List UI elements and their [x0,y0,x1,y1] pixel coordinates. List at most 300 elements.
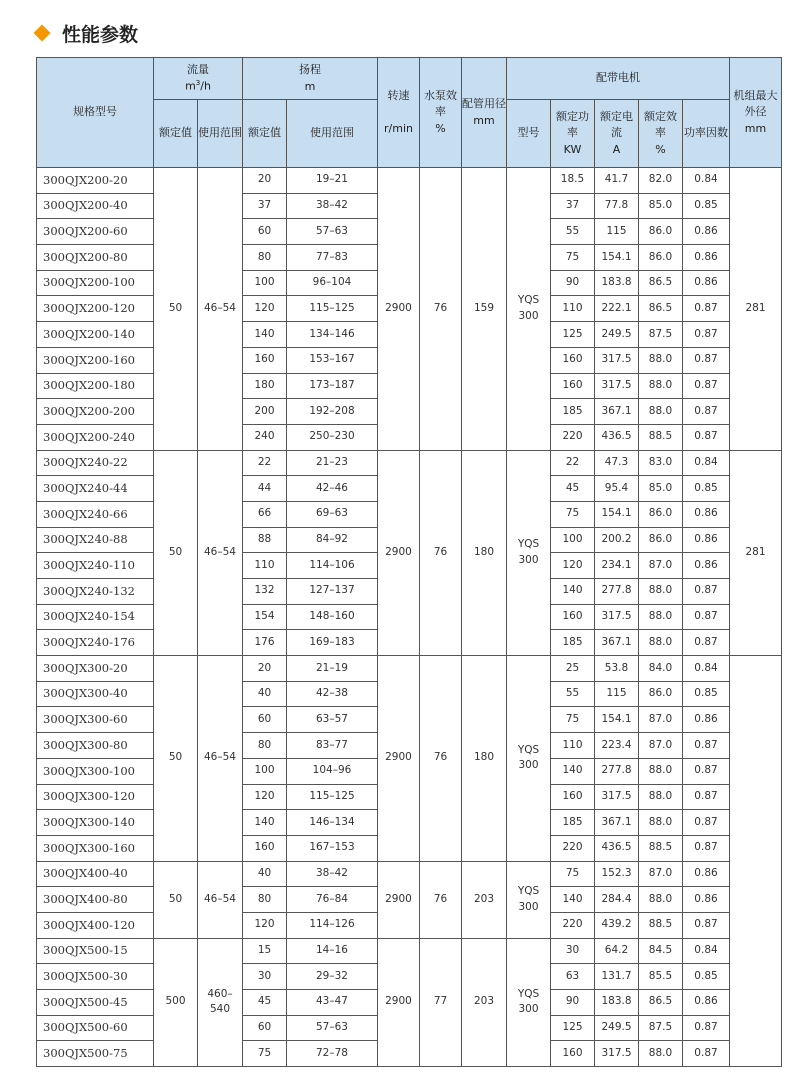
header-flow-rated: 额定值 [154,100,198,168]
model-cell: 300QJX240-22 [37,450,154,476]
model-cell: 300QJX200-60 [37,219,154,245]
head-rated-cell: 100 [243,758,287,784]
model-cell: 300QJX200-80 [37,245,154,271]
rated-current-cell: 223.4 [595,733,639,759]
rated-efficiency-cell: 88.5 [639,835,683,861]
head-rated-cell: 40 [243,861,287,887]
power-factor-cell: 0.87 [683,810,730,836]
head-range-cell: 192–208 [287,399,378,425]
head-rated-cell: 88 [243,527,287,553]
power-factor-cell: 0.86 [683,219,730,245]
rated-power-cell: 55 [551,681,595,707]
header-model: 规格型号 [37,58,154,168]
rated-efficiency-cell: 86.0 [639,245,683,271]
rated-current-cell: 41.7 [595,168,639,194]
power-factor-cell: 0.86 [683,707,730,733]
head-rated-cell: 40 [243,681,287,707]
head-rated-cell: 80 [243,887,287,913]
rated-current-cell: 439.2 [595,912,639,938]
flow-range-cell: 46–54 [198,861,243,938]
table-row [37,656,782,682]
head-rated-cell: 160 [243,347,287,373]
table-row [37,168,782,194]
power-factor-cell: 0.85 [683,476,730,502]
pipe-diameter-cell: 203 [462,861,507,938]
max-outer-diameter-cell [730,656,782,1067]
head-range-cell: 57–63 [287,219,378,245]
power-factor-cell: 0.84 [683,450,730,476]
head-range-cell: 21–23 [287,450,378,476]
motor-model-cell: YQS 300 [507,861,551,938]
power-factor-cell: 0.85 [683,193,730,219]
head-range-cell: 38–42 [287,861,378,887]
rated-power-cell: 90 [551,270,595,296]
power-factor-cell: 0.86 [683,270,730,296]
rated-power-cell: 160 [551,1041,595,1067]
model-cell: 300QJX300-140 [37,810,154,836]
speed-cell: 2900 [378,938,420,1066]
head-range-cell: 72–78 [287,1041,378,1067]
rated-current-cell: 154.1 [595,707,639,733]
rated-power-cell: 75 [551,245,595,271]
head-range-cell: 19–21 [287,168,378,194]
head-rated-cell: 200 [243,399,287,425]
head-rated-cell: 30 [243,964,287,990]
head-range-cell: 69–63 [287,501,378,527]
pipe-diameter-cell: 203 [462,938,507,1066]
model-cell: 300QJX500-45 [37,990,154,1016]
rated-power-cell: 110 [551,296,595,322]
max-outer-diameter-cell: 281 [730,168,782,451]
table-row [37,450,782,476]
rated-efficiency-cell: 88.0 [639,810,683,836]
head-range-cell: 114–106 [287,553,378,579]
flow-rated-cell: 50 [154,450,198,656]
power-factor-cell: 0.87 [683,424,730,450]
rated-current-cell: 77.8 [595,193,639,219]
header-power-factor: 功率因数 [683,100,730,168]
speed-cell: 2900 [378,450,420,656]
table-body [37,168,782,1067]
model-cell: 300QJX300-160 [37,835,154,861]
power-factor-cell: 0.87 [683,1015,730,1041]
rated-current-cell: 249.5 [595,1015,639,1041]
rated-current-cell: 317.5 [595,1041,639,1067]
power-factor-cell: 0.87 [683,912,730,938]
rated-current-cell: 154.1 [595,501,639,527]
rated-power-cell: 18.5 [551,168,595,194]
rated-power-cell: 140 [551,579,595,605]
power-factor-cell: 0.85 [683,681,730,707]
rated-efficiency-cell: 88.0 [639,887,683,913]
pump-efficiency-cell: 76 [420,450,462,656]
head-range-cell: 127–137 [287,579,378,605]
rated-efficiency-cell: 85.5 [639,964,683,990]
rated-efficiency-cell: 88.0 [639,579,683,605]
model-cell: 300QJX240-154 [37,604,154,630]
power-factor-cell: 0.87 [683,296,730,322]
pump-efficiency-cell: 76 [420,861,462,938]
power-factor-cell: 0.86 [683,527,730,553]
power-factor-cell: 0.87 [683,733,730,759]
flow-rated-cell: 500 [154,938,198,1066]
speed-cell: 2900 [378,168,420,451]
head-range-cell: 42–38 [287,681,378,707]
header-speed: 转速 r/min [378,58,420,168]
rated-power-cell: 90 [551,990,595,1016]
rated-efficiency-cell: 86.0 [639,501,683,527]
rated-power-cell: 120 [551,553,595,579]
rated-power-cell: 75 [551,861,595,887]
rated-efficiency-cell: 87.0 [639,733,683,759]
rated-efficiency-cell: 88.0 [639,373,683,399]
head-range-cell: 167–153 [287,835,378,861]
rated-efficiency-cell: 86.0 [639,527,683,553]
model-cell: 300QJX500-30 [37,964,154,990]
head-rated-cell: 120 [243,912,287,938]
model-cell: 300QJX200-200 [37,399,154,425]
model-cell: 300QJX240-132 [37,579,154,605]
model-cell: 300QJX400-80 [37,887,154,913]
rated-power-cell: 100 [551,527,595,553]
head-rated-cell: 15 [243,938,287,964]
head-range-cell: 146–134 [287,810,378,836]
head-range-cell: 29–32 [287,964,378,990]
head-rated-cell: 66 [243,501,287,527]
model-cell: 300QJX240-44 [37,476,154,502]
rated-power-cell: 185 [551,630,595,656]
rated-current-cell: 152.3 [595,861,639,887]
rated-current-cell: 277.8 [595,579,639,605]
power-factor-cell: 0.86 [683,245,730,271]
head-range-cell: 21–19 [287,656,378,682]
rated-power-cell: 160 [551,373,595,399]
power-factor-cell: 0.87 [683,322,730,348]
head-rated-cell: 80 [243,245,287,271]
model-cell: 300QJX200-180 [37,373,154,399]
model-cell: 300QJX240-66 [37,501,154,527]
table-header [37,58,782,168]
motor-model-cell: YQS 300 [507,938,551,1066]
rated-power-cell: 185 [551,399,595,425]
model-cell: 300QJX500-15 [37,938,154,964]
power-factor-cell: 0.84 [683,656,730,682]
rated-efficiency-cell: 82.0 [639,168,683,194]
page-title: 性能参数 [62,23,139,46]
head-rated-cell: 22 [243,450,287,476]
head-rated-cell: 176 [243,630,287,656]
rated-current-cell: 277.8 [595,758,639,784]
rated-current-cell: 317.5 [595,784,639,810]
header-motor: 配带电机 [507,58,730,100]
rated-current-cell: 436.5 [595,835,639,861]
rated-power-cell: 220 [551,835,595,861]
head-range-cell: 114–126 [287,912,378,938]
rated-power-cell: 75 [551,707,595,733]
head-rated-cell: 20 [243,656,287,682]
model-cell: 300QJX240-88 [37,527,154,553]
head-range-cell: 169–183 [287,630,378,656]
pump-efficiency-cell: 76 [420,656,462,862]
rated-power-cell: 22 [551,450,595,476]
section-header [36,18,138,48]
header-max-outer-diameter: 机组最大外径 mm [730,58,782,168]
model-cell: 300QJX300-80 [37,733,154,759]
rated-current-cell: 200.2 [595,527,639,553]
rated-current-cell: 317.5 [595,604,639,630]
model-cell: 300QJX200-160 [37,347,154,373]
head-rated-cell: 100 [243,270,287,296]
head-rated-cell: 75 [243,1041,287,1067]
rated-efficiency-cell: 88.0 [639,630,683,656]
head-range-cell: 96–104 [287,270,378,296]
power-factor-cell: 0.87 [683,604,730,630]
rated-power-cell: 140 [551,887,595,913]
model-cell: 300QJX200-100 [37,270,154,296]
head-rated-cell: 120 [243,784,287,810]
rated-current-cell: 284.4 [595,887,639,913]
head-rated-cell: 45 [243,990,287,1016]
head-range-cell: 63–57 [287,707,378,733]
rated-current-cell: 367.1 [595,630,639,656]
rated-efficiency-cell: 88.0 [639,784,683,810]
rated-power-cell: 30 [551,938,595,964]
header-head-rated: 额定值 [243,100,287,168]
rated-efficiency-cell: 88.0 [639,347,683,373]
rated-power-cell: 25 [551,656,595,682]
power-factor-cell: 0.87 [683,579,730,605]
head-range-cell: 43–47 [287,990,378,1016]
rated-efficiency-cell: 87.0 [639,553,683,579]
model-cell: 300QJX200-120 [37,296,154,322]
head-range-cell: 104–96 [287,758,378,784]
power-factor-cell: 0.84 [683,938,730,964]
head-rated-cell: 160 [243,835,287,861]
head-rated-cell: 240 [243,424,287,450]
rated-efficiency-cell: 88.0 [639,604,683,630]
head-rated-cell: 140 [243,322,287,348]
rated-current-cell: 183.8 [595,270,639,296]
rated-efficiency-cell: 86.0 [639,681,683,707]
rated-power-cell: 160 [551,347,595,373]
rated-current-cell: 115 [595,219,639,245]
rated-current-cell: 317.5 [595,373,639,399]
head-rated-cell: 110 [243,553,287,579]
rated-power-cell: 125 [551,1015,595,1041]
header-pipe-diameter: 配管用径 mm [462,58,507,168]
model-cell: 300QJX300-40 [37,681,154,707]
power-factor-cell: 0.86 [683,990,730,1016]
rated-current-cell: 234.1 [595,553,639,579]
rated-efficiency-cell: 84.5 [639,938,683,964]
rated-power-cell: 185 [551,810,595,836]
rated-efficiency-cell: 87.0 [639,861,683,887]
rated-efficiency-cell: 83.0 [639,450,683,476]
model-cell: 300QJX300-20 [37,656,154,682]
head-rated-cell: 180 [243,373,287,399]
rated-power-cell: 110 [551,733,595,759]
power-factor-cell: 0.87 [683,758,730,784]
pipe-diameter-cell: 159 [462,168,507,451]
rated-power-cell: 125 [551,322,595,348]
power-factor-cell: 0.87 [683,784,730,810]
flow-range-cell: 46–54 [198,656,243,862]
rated-power-cell: 37 [551,193,595,219]
head-range-cell: 57–63 [287,1015,378,1041]
rated-efficiency-cell: 87.0 [639,707,683,733]
model-cell: 300QJX240-176 [37,630,154,656]
diamond-bullet-icon [34,25,51,42]
rated-current-cell: 367.1 [595,399,639,425]
power-factor-cell: 0.86 [683,861,730,887]
rated-current-cell: 436.5 [595,424,639,450]
model-cell: 300QJX240-110 [37,553,154,579]
model-cell: 300QJX300-100 [37,758,154,784]
rated-current-cell: 154.1 [595,245,639,271]
header-rated-efficiency: 额定效率 % [639,100,683,168]
header-motor-model: 型号 [507,100,551,168]
flow-rated-cell: 50 [154,168,198,451]
head-rated-cell: 140 [243,810,287,836]
flow-range-cell: 460–540 [198,938,243,1066]
pipe-diameter-cell: 180 [462,450,507,656]
rated-efficiency-cell: 86.5 [639,270,683,296]
head-rated-cell: 37 [243,193,287,219]
rated-power-cell: 140 [551,758,595,784]
power-factor-cell: 0.86 [683,501,730,527]
model-cell: 300QJX300-120 [37,784,154,810]
pipe-diameter-cell: 180 [462,656,507,862]
header-rated-power: 额定功率 KW [551,100,595,168]
rated-efficiency-cell: 88.5 [639,424,683,450]
head-range-cell: 83–77 [287,733,378,759]
head-range-cell: 38–42 [287,193,378,219]
rated-current-cell: 367.1 [595,810,639,836]
head-range-cell: 250–230 [287,424,378,450]
rated-power-cell: 45 [551,476,595,502]
model-cell: 300QJX400-120 [37,912,154,938]
rated-efficiency-cell: 86.0 [639,219,683,245]
power-factor-cell: 0.87 [683,630,730,656]
rated-power-cell: 63 [551,964,595,990]
rated-efficiency-cell: 86.5 [639,990,683,1016]
rated-efficiency-cell: 87.5 [639,1015,683,1041]
head-rated-cell: 60 [243,219,287,245]
power-factor-cell: 0.84 [683,168,730,194]
max-outer-diameter-cell: 281 [730,450,782,656]
model-cell: 300QJX200-240 [37,424,154,450]
head-range-cell: 153–167 [287,347,378,373]
pump-efficiency-cell: 76 [420,168,462,451]
power-factor-cell: 0.87 [683,373,730,399]
rated-current-cell: 317.5 [595,347,639,373]
speed-cell: 2900 [378,656,420,862]
table-row [37,938,782,964]
header-head-range: 使用范围 [287,100,378,168]
model-cell: 300QJX200-140 [37,322,154,348]
speed-cell: 2900 [378,861,420,938]
model-cell: 300QJX300-60 [37,707,154,733]
head-rated-cell: 120 [243,296,287,322]
rated-efficiency-cell: 84.0 [639,656,683,682]
power-factor-cell: 0.86 [683,887,730,913]
rated-current-cell: 47.3 [595,450,639,476]
head-rated-cell: 132 [243,579,287,605]
header-rated-current: 额定电流 A [595,100,639,168]
head-range-cell: 115–125 [287,296,378,322]
rated-efficiency-cell: 85.0 [639,193,683,219]
head-rated-cell: 60 [243,707,287,733]
power-factor-cell: 0.86 [683,553,730,579]
header-flow: 流量 $m^3/h$ [154,58,243,100]
head-range-cell: 76–84 [287,887,378,913]
rated-efficiency-cell: 88.0 [639,399,683,425]
flow-range-cell: 46–54 [198,168,243,451]
rated-power-cell: 220 [551,424,595,450]
header-flow-range: 使用范围 [198,100,243,168]
head-range-cell: 14–16 [287,938,378,964]
flow-rated-cell: 50 [154,861,198,938]
performance-table [36,57,782,1067]
model-cell: 300QJX500-75 [37,1041,154,1067]
head-rated-cell: 20 [243,168,287,194]
head-rated-cell: 60 [243,1015,287,1041]
header-head: 扬程 m [243,58,378,100]
rated-current-cell: 183.8 [595,990,639,1016]
head-range-cell: 148–160 [287,604,378,630]
rated-power-cell: 75 [551,501,595,527]
power-factor-cell: 0.87 [683,399,730,425]
pump-efficiency-cell: 77 [420,938,462,1066]
rated-current-cell: 131.7 [595,964,639,990]
model-cell: 300QJX200-40 [37,193,154,219]
motor-model-cell: YQS 300 [507,656,551,862]
rated-power-cell: 160 [551,604,595,630]
head-range-cell: 77–83 [287,245,378,271]
head-range-cell: 134–146 [287,322,378,348]
motor-model-cell: YQS 300 [507,168,551,451]
rated-power-cell: 160 [551,784,595,810]
flow-rated-cell: 50 [154,656,198,862]
power-factor-cell: 0.87 [683,347,730,373]
table-row [37,861,782,887]
head-range-cell: 115–125 [287,784,378,810]
rated-current-cell: 53.8 [595,656,639,682]
model-cell: 300QJX500-60 [37,1015,154,1041]
rated-power-cell: 55 [551,219,595,245]
rated-power-cell: 220 [551,912,595,938]
power-factor-cell: 0.87 [683,835,730,861]
rated-efficiency-cell: 87.5 [639,322,683,348]
head-rated-cell: 80 [243,733,287,759]
head-range-cell: 84–92 [287,527,378,553]
rated-efficiency-cell: 85.0 [639,476,683,502]
rated-efficiency-cell: 88.0 [639,758,683,784]
model-cell: 300QJX400-40 [37,861,154,887]
rated-current-cell: 249.5 [595,322,639,348]
model-cell: 300QJX200-20 [37,168,154,194]
rated-efficiency-cell: 88.5 [639,912,683,938]
motor-model-cell: YQS 300 [507,450,551,656]
rated-efficiency-cell: 86.5 [639,296,683,322]
rated-current-cell: 222.1 [595,296,639,322]
power-factor-cell: 0.87 [683,1041,730,1067]
rated-current-cell: 64.2 [595,938,639,964]
rated-current-cell: 95.4 [595,476,639,502]
power-factor-cell: 0.85 [683,964,730,990]
flow-range-cell: 46–54 [198,450,243,656]
head-range-cell: 173–187 [287,373,378,399]
